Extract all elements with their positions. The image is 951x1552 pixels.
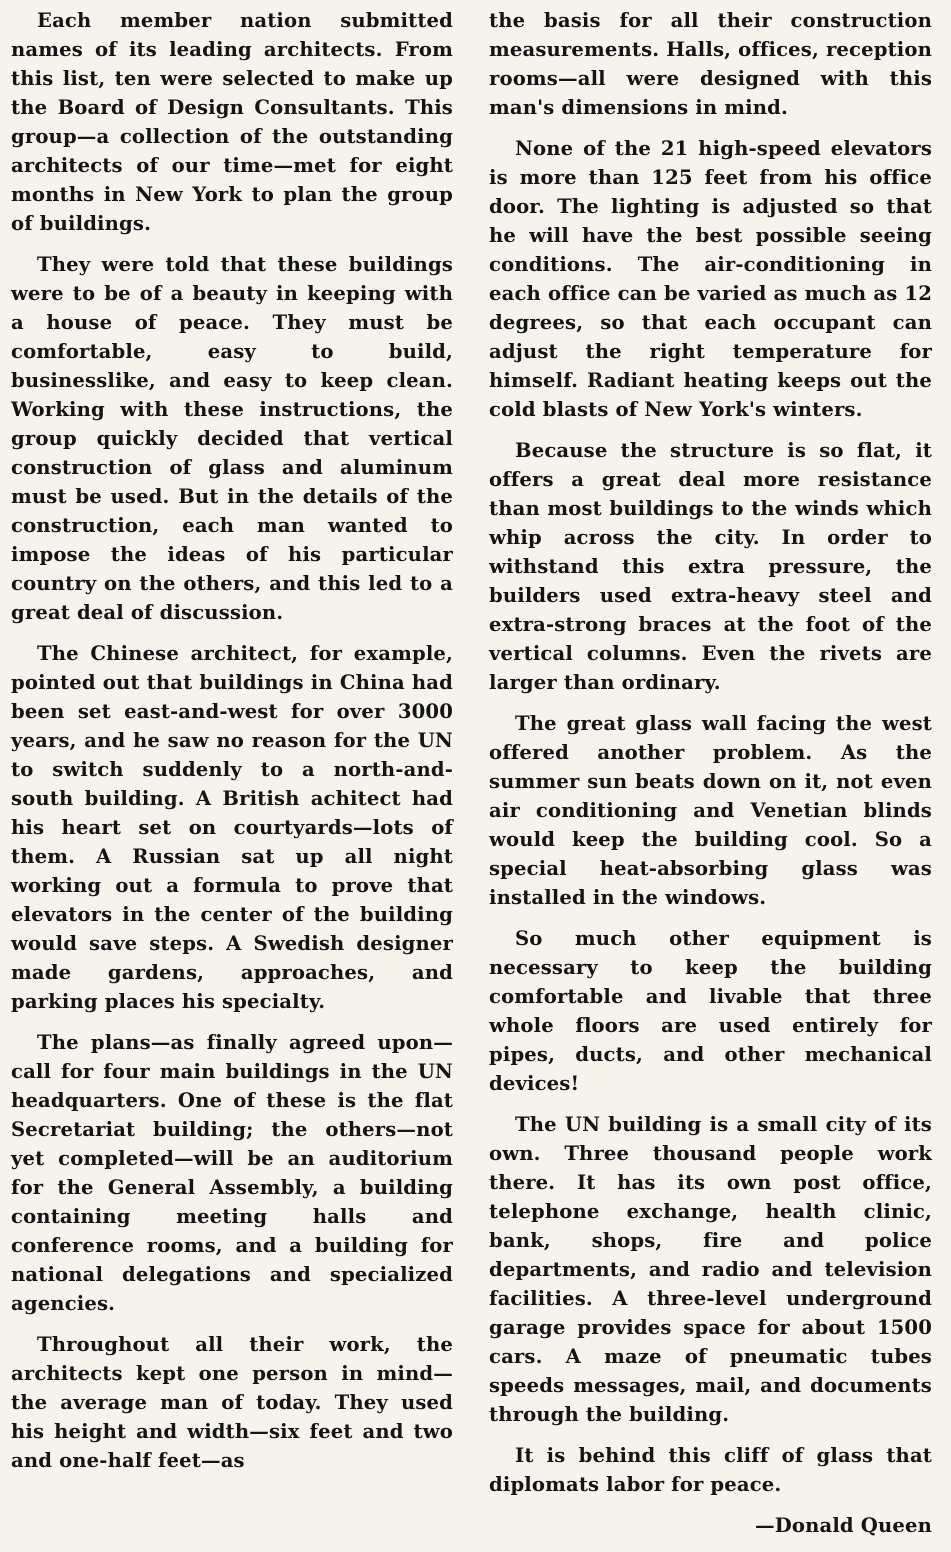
- author-signature: —Donald Queen: [754, 1514, 932, 1537]
- paragraph-instructions: They were told that these buildings were to be of a beauty in keeping with a house of peace. They must be comfortable, easy to build, businesslike, and easy to keep clean. Working with these instructions, the group quickly decided that vertical construction of glass and aluminum must be used. But in the details of the construction, each man wanted to impose the ideas of his particular country on the others, and this led to a great deal of discussion.: [11, 253, 453, 624]
- paragraph-national-ideas: The Chinese architect, for example, pointed out that buildings in China had been set east-and-west for over 3000 years, and he saw no reason for the UN to switch suddenly to a north-and-south building. A British achitect had his heart set on courtyards—lots of them. A Russian sat up all night working out a formula to prove that elevators in the center of the building would save steps. A Swedish designer made gardens, approaches, and parking places his specialty.: [11, 642, 453, 1013]
- paragraph-elevators: None of the 21 high-speed elevators is more than 125 feet from his office door. The lighting is adjusted so that he will have the best possible seeing conditions. The air-conditioning in each office can be varied as much as 12 degrees, so that each occupant can adjust the right temperature for himself. Radiant heating keeps out the cold blasts of New York's winters.: [489, 137, 932, 421]
- paragraph-cliff-of-glass: It is behind this cliff of glass that diplomats labor for peace.: [489, 1444, 932, 1496]
- paragraph-average-man: Throughout all their work, the architects kept one person in mind—the average man of today. They used his height and width—six feet and two and one-half feet—as: [11, 1333, 453, 1472]
- paragraph-equipment: So much other equipment is necessary to keep the building comfortable and livable that three whole floors are used entirely for pipes, ducts, and other mechanical devices!: [489, 927, 932, 1095]
- left-column: [11, 6, 453, 1487]
- paragraph-design-board: Each member nation submitted names of its leading architects. From this list, ten were selected to make up the Board of Design Consultants. This group—a collection of the outstanding architects of our time—met for eight months in New York to plan the group of buildings.: [11, 9, 453, 235]
- paragraph-wind-resistance: Because the structure is so flat, it offers a great deal more resistance than most buildings to the winds which whip across the city. In order to withstand this extra pressure, the builders used extra-heavy steel and extra-strong braces at the foot of the vertical columns. Even the rivets are larger than ordinary.: [489, 439, 932, 694]
- paragraph-glass-wall: The great glass wall facing the west offered another problem. As the summer sun beats down on it, not even air conditioning and Venetian blinds would keep the building cool. So a special heat-absorbing glass was installed in the windows.: [489, 712, 932, 909]
- paragraph-continuation: the basis for all their construction measurements. Halls, offices, reception rooms—all were designed with this man's dimensions in mind.: [489, 9, 932, 119]
- paragraph-small-city: The UN building is a small city of its own. Three thousand people work there. It has its own post office, telephone exchange, health clinic, bank, shops, fire and police departments, and radio and television facilities. A three-level underground garage provides space for about 1500 cars. A maze of pneumatic tubes speeds messages, mail, and documents through the building.: [489, 1113, 932, 1426]
- right-column: [489, 6, 932, 1552]
- paragraph-four-buildings: The plans—as finally agreed upon—call for four main buildings in the UN headquarters. One of these is the flat Secretariat building; the others—not yet completed—will be an auditorium for the General Assembly, a building containing meeting halls and conference rooms, and a building for national delegations and specialized agencies.: [11, 1031, 453, 1315]
